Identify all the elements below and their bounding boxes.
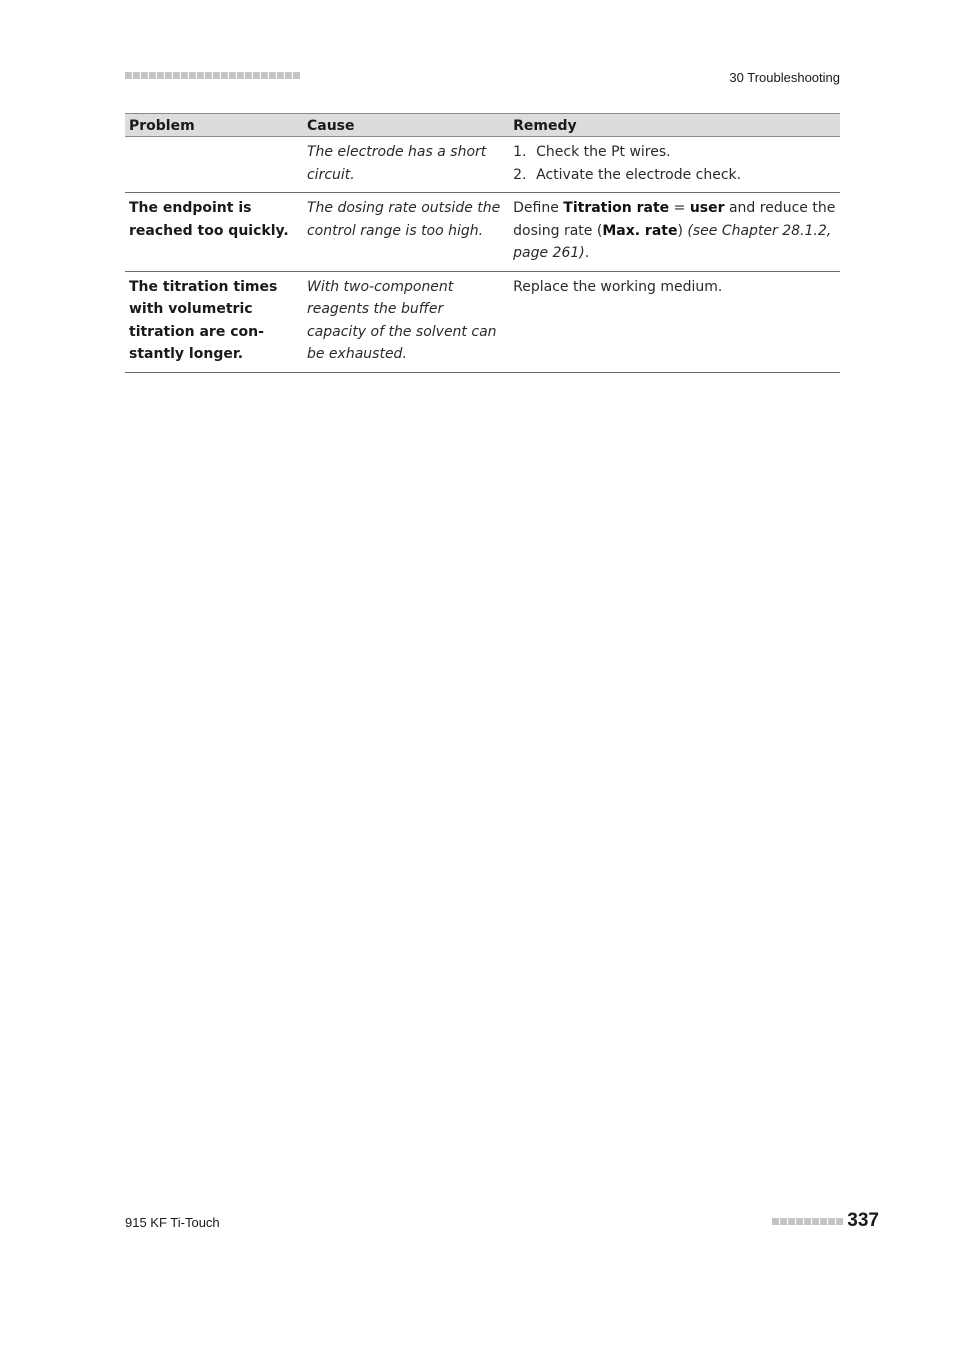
cause-cell: The electrode has a short circuit. — [303, 137, 509, 193]
decorative-square — [828, 1218, 835, 1225]
remedy-text: and reduce the dosing rate ( — [513, 200, 836, 239]
cause-cell: The dosing rate outside the control range is too high. — [303, 193, 509, 272]
remedy-cell — [509, 193, 840, 272]
chapter-title: 30 Troubleshooting — [729, 70, 840, 85]
decorative-square — [772, 1218, 779, 1225]
column-header-cause: Cause — [303, 114, 509, 137]
decorative-square — [277, 72, 284, 79]
parameter-value-user: user — [689, 200, 725, 216]
remedy-text: = — [669, 200, 690, 216]
decorative-square — [780, 1218, 787, 1225]
remedy-steps — [513, 141, 836, 186]
decorative-square — [820, 1218, 827, 1225]
decorative-square — [189, 72, 196, 79]
decorative-square — [253, 72, 260, 79]
decorative-square — [125, 72, 132, 79]
step-number: 1. — [513, 144, 527, 160]
decorative-square — [141, 72, 148, 79]
decorative-square — [804, 1218, 811, 1225]
product-name: 915 KF Ti-Touch — [125, 1215, 220, 1230]
decorative-square — [149, 72, 156, 79]
decorative-square — [237, 72, 244, 79]
remedy-cell: Replace the working medium. — [509, 271, 840, 372]
parameter-titration-rate: Titration rate — [563, 200, 670, 216]
decorative-square — [221, 72, 228, 79]
step-number: 2. — [513, 166, 527, 183]
step-text: Check the Pt wires. — [536, 144, 671, 160]
decorative-square — [836, 1218, 843, 1225]
decorative-square — [261, 72, 268, 79]
table-row — [125, 271, 840, 372]
decorative-square — [788, 1218, 795, 1225]
decorative-square — [812, 1218, 819, 1225]
remedy-cell — [509, 137, 840, 193]
decorative-square — [181, 72, 188, 79]
decorative-square — [213, 72, 220, 79]
remedy-text: . — [584, 245, 590, 261]
parameter-max-rate: Max. rate — [602, 222, 678, 239]
step-text: Activate the electrode check. — [536, 166, 742, 183]
troubleshooting-table — [125, 113, 840, 373]
footer-decoration — [772, 1218, 843, 1225]
decorative-square — [285, 72, 292, 79]
decorative-square — [197, 72, 204, 79]
decorative-square — [173, 72, 180, 79]
remedy-step — [513, 141, 836, 164]
remedy-text: ) — [677, 222, 688, 239]
decorative-square — [796, 1218, 803, 1225]
problem-cell — [125, 137, 303, 193]
header-decoration — [125, 72, 300, 79]
decorative-square — [269, 72, 276, 79]
problem-cell: The titration times with volumetric titration are con- stantly longer. — [125, 271, 303, 372]
decorative-square — [157, 72, 164, 79]
column-header-problem: Problem — [125, 114, 303, 137]
decorative-square — [293, 72, 300, 79]
chapter-reference: (see Chapter 28.1.2, page 261) — [513, 222, 832, 261]
page-number: 337 — [847, 1210, 879, 1231]
decorative-square — [245, 72, 252, 79]
remedy-step — [513, 164, 836, 187]
decorative-square — [165, 72, 172, 79]
cause-cell: With two-component reagents the buffer capacity of the solvent can be exhausted. — [303, 271, 509, 372]
decorative-square — [133, 72, 140, 79]
column-header-remedy: Remedy — [509, 114, 840, 137]
table-header-row — [125, 114, 840, 137]
table-row — [125, 193, 840, 272]
decorative-square — [229, 72, 236, 79]
problem-cell: The endpoint is reached too quickly. — [125, 193, 303, 272]
decorative-square — [205, 72, 212, 79]
table-row — [125, 137, 840, 193]
remedy-text: Define — [513, 200, 564, 216]
